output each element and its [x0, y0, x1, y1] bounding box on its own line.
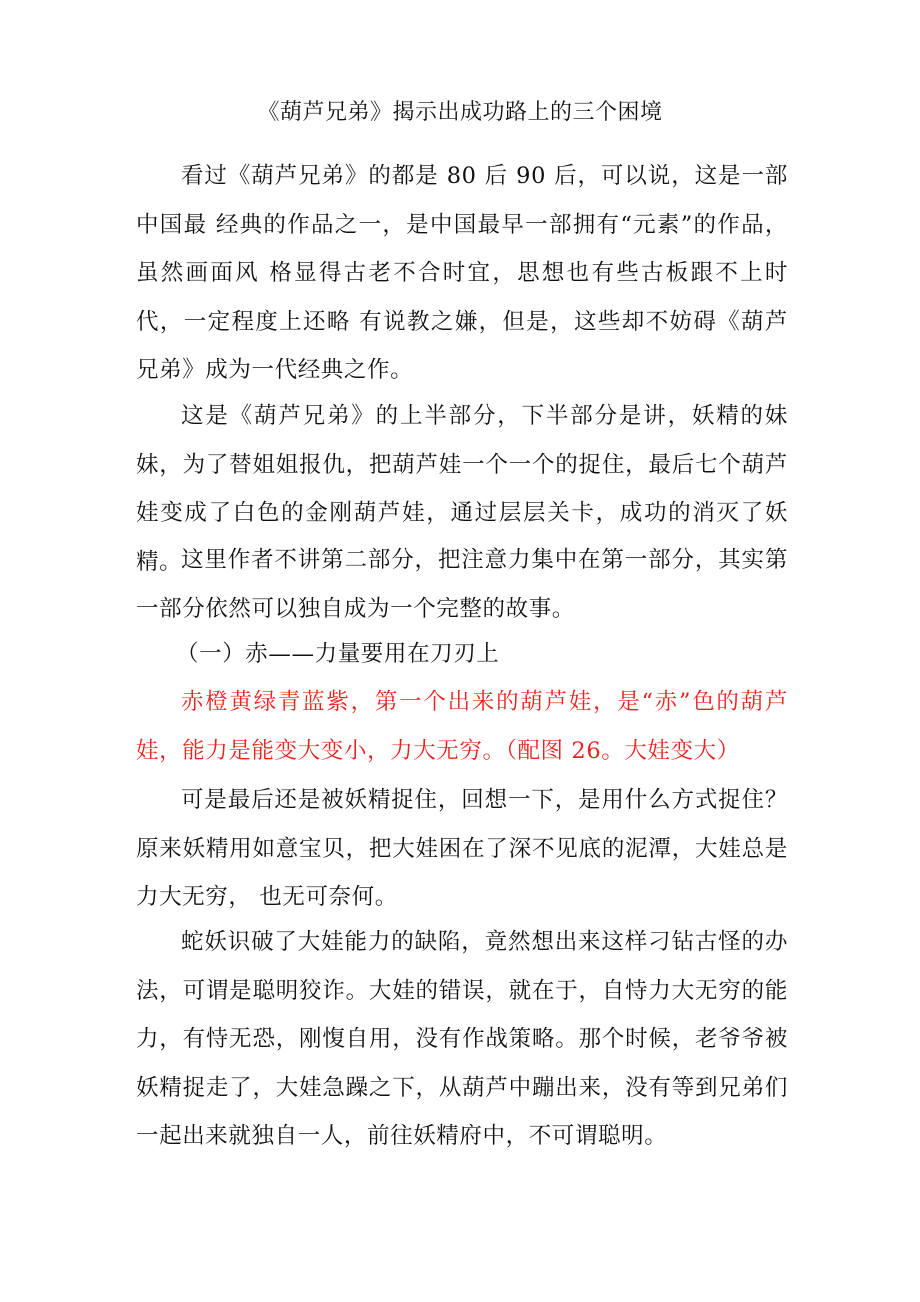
paragraph-analysis: 蛇妖识破了大娃能力的缺陷，竟然想出来这样刁钻古怪的办法，可谓是聪明狡诈。大娃的错误，就在于，自恃力大无穷的能力，有恃无恐，刚愎自用，没有作战策略。那个时候，老爷爷被妖精捉走了，大娃急躁之下，从葫芦中蹦出来，没有等到兄弟们一起出来就独自一人，前往妖精府中，不可谓聪明。: [136, 929, 788, 1149]
document-title: 《葫芦兄弟》揭示出成功路上的三个困境: [257, 100, 663, 125]
paragraph-captured: 可是最后还是被妖精捉住，回想一下，是用什么方式捉住？原来妖精用如意宝贝，把大娃困在了深不见底的泥潭，大娃总是力大无穷， 也无可奈何。: [136, 787, 788, 910]
section-heading-red: （一）赤——力量要用在刀刃上: [176, 641, 500, 667]
paragraph-second-half: 这是《葫芦兄弟》的上半部分，下半部分是讲，妖精的妹妹，为了替姐姐报仇，把葫芦娃一个一个的捉住，最后七个葫芦娃变成了白色的金刚葫芦娃，通过层层关卡，成功的消灭了妖精。: [136, 403, 788, 575]
paragraph-focus: 这里作者不讲第二部分，把注意力集中在第一部分，其实第一部分依然可以独自成为一个完整的故事。: [136, 547, 788, 622]
paragraph-highlight-red: 赤橙黄绿青蓝紫，第一个出来的葫芦娃，是“赤”色的葫芦娃，能力是能变大变小，力大无穷。（配图 26。大娃变大）: [136, 689, 788, 764]
paragraph-intro: 看过《葫芦兄弟》的都是 80 后 90 后，可以说，这是一部中国最 经典的作品之一，是中国最早一部拥有“元素”的作品，虽然画面风 格显得古老不合时宜，思想也有些古板跟不上时代，一定程度上还略 有说教之嫌，但是，这些却不妨碍《葫芦兄弟》成为一代经典之作。: [136, 163, 788, 383]
